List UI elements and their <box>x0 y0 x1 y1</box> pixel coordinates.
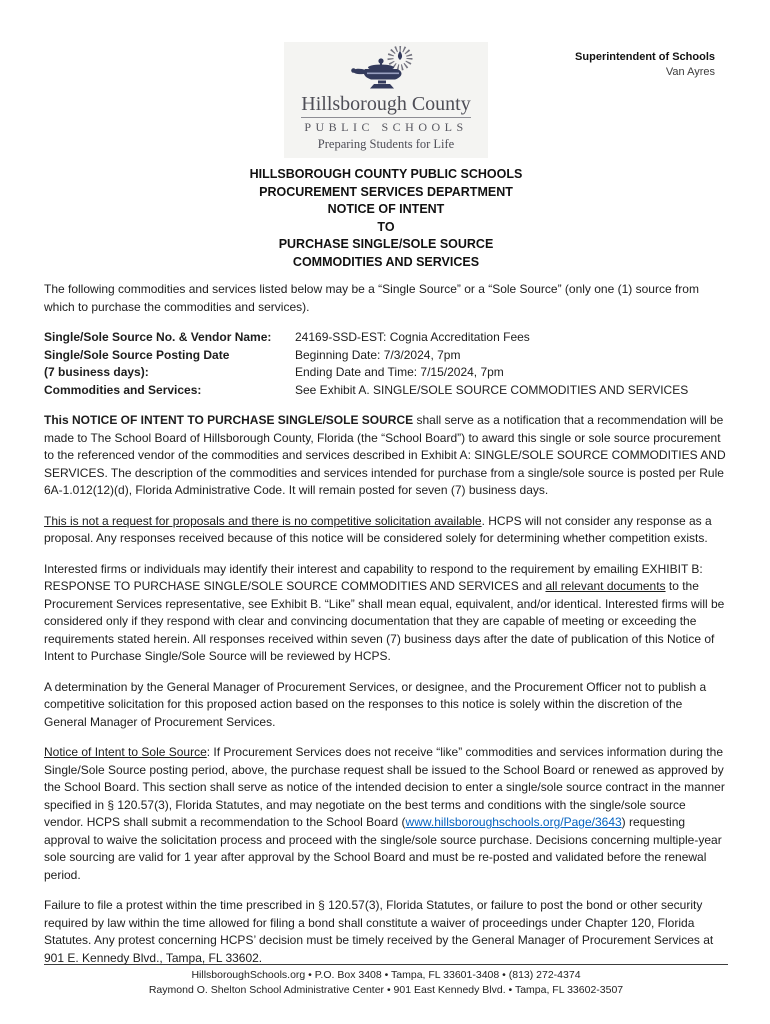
logo-public-schools: PUBLIC SCHOOLS <box>304 120 468 134</box>
intro-paragraph <box>44 281 728 316</box>
superintendent-block <box>575 50 715 80</box>
determination-text: A determination by the General Manager of Procurement Services, or designee, and the Procurement Officer not to publish a competitive solicitation for this proposed action based on the responses to this notice is solely within the discretion of the General Manager of Procurement Services. <box>44 679 707 729</box>
detail-label-commodities: Commodities and Services: <box>44 382 202 397</box>
intro-text: The following commodities and services listed below may be a “Single Source” or a “Sole Source” (only one (1) source from which to purchase the commodities and services). <box>44 282 699 314</box>
detail-value-beginning-date: Beginning Date: 7/3/2024, 7pm <box>295 347 461 362</box>
title-line-1: HILLSBOROUGH COUNTY PUBLIC SCHOOLS <box>249 167 523 181</box>
relevant-documents-underlined: all relevant documents <box>545 579 666 593</box>
protest-paragraph <box>44 897 728 967</box>
interested-firms-text-b: to the Procurement Services representative, see Exhibit B. “Like” shall mean equal, equivalent, and/or identical. Interested firms will be considered only if they respond with clear and convincing documentation that they are capable of meeting or exceeding the requirements stated herein. All responses received within seven (7) business days after the date of publication of this Notice of Intent to Purchase Single/Sole Source will be reviewed by HCPS. <box>44 579 725 663</box>
document-title <box>44 166 728 271</box>
footer-address-line-2: Raymond O. Shelton School Administrative Center • 901 East Kennedy Blvd. • Tampa, FL 33602-3507 <box>148 984 624 996</box>
notice-paragraph <box>44 412 728 500</box>
oil-lamp-icon <box>340 46 432 92</box>
page-footer <box>44 964 728 998</box>
protest-text: Failure to file a protest within the time prescribed in § 120.57(3), Florida Statutes, or failure to post the bond or other security required by law within the time allowed for filing a bond shall constitute a waiver of proceedings under Chapter 120, Florida Statutes. Any protest concerning HCPS’ decision must be timely received by the General Manager of Procurement Services at 901 E. Kennedy Blvd., Tampa, FL 33602. <box>44 898 714 965</box>
notice-bold-lead: This NOTICE OF INTENT TO PURCHASE SINGLE/SOLE SOURCE <box>44 413 414 427</box>
interested-firms-paragraph <box>44 561 728 666</box>
title-line-5: PURCHASE SINGLE/SOLE SOURCE <box>278 237 494 251</box>
superintendent-title: Superintendent of Schools <box>575 51 715 63</box>
not-a-request-paragraph <box>44 513 728 548</box>
title-line-2: PROCUREMENT SERVICES DEPARTMENT <box>259 184 513 199</box>
detail-label-business-days: (7 business days): <box>44 365 149 379</box>
footer-address-line-1: HillsboroughSchools.org • P.O. Box 3408 • Tampa, FL 33601-3408 • (813) 272-4374 <box>191 969 581 981</box>
sole-source-text-b: ) requesting approval to waive the solicitation process and proceed with the single/sole source purchase. Decisions concerning multiple-year sole sourcing are valid for 1 year after approval by the School Board and must be re-posted and validated before the renewal period. <box>44 815 722 882</box>
detail-value-commodities: See Exhibit A. SINGLE/SOLE SOURCE COMMODITIES AND SERVICES <box>295 382 689 397</box>
determination-paragraph <box>44 679 728 732</box>
detail-label-source-no: Single/Sole Source No. & Vendor Name: <box>44 330 272 344</box>
detail-label-posting-date: Single/Sole Source Posting Date <box>44 347 230 362</box>
sole-source-underlined: Notice of Intent to Sole Source <box>44 745 207 759</box>
school-board-page-link[interactable]: www.hillsboroughschools.org/Page/3643 <box>405 815 622 829</box>
title-line-4: TO <box>377 219 395 234</box>
notice-text: shall serve as a notification that a recommendation will be made to The School Board of Hillsborough County, Florida (the “School Board”) to award this single or sole source procurement to the referenced vendor of the commodities and services described in Exhibit A: SINGLE/SOLE SOURCE COMMODITIES AND SERVICES. The description of the commodities and services intended for purchase from a single/sole source is posted per Rule 6A-1.012(12)(d), Florida Administrative Code. It will remain posted for seven (7) business days. <box>44 413 726 497</box>
sole-source-text-a: : If Procurement Services does not receive “like” commodities and services information during the Single/Sole Source posting period, above, the purchase request shall be issued to the School Board or renewed as approved by the School Board. This section shall serve as notice of the intended decision to enter a single/sole source contract in the manner specified in § 120.57(3), Florida Statutes, and may negotiate on the best terms and conditions with the single/sole source vendor. HCPS shall submit a recommendation to the School Board ( <box>44 745 725 829</box>
not-a-request-text: . HCPS will not consider any response as a proposal. Any responses received because of this notice will be considered solely for determining whether competition exists. <box>44 513 712 545</box>
sole-source-paragraph <box>44 744 728 884</box>
title-line-6: COMMODITIES AND SERVICES <box>292 254 480 269</box>
logo-tagline: Preparing Students for Life <box>317 137 455 151</box>
source-details-table <box>44 329 728 399</box>
superintendent-name: Van Ayres <box>665 66 715 78</box>
detail-value-ending-date: Ending Date and Time: 7/15/2024, 7pm <box>295 365 504 379</box>
detail-value-source-no: 24169-SSD-EST: Cognia Accreditation Fees <box>295 330 530 344</box>
interested-firms-text-a: Interested firms or individuals may identify their interest and capability to respond to the requirement by emailing EXHIBIT B: RESPONSE TO PURCHASE SINGLE/SOLE SOURCE COMMODITIES AND SERVICES and <box>44 561 703 593</box>
title-line-3: NOTICE OF INTENT <box>327 202 445 216</box>
logo-district-name: Hillsborough County <box>301 92 470 118</box>
district-logo <box>284 42 488 158</box>
not-a-request-underlined: This is not a request for proposals and there is no competitive solicitation available <box>44 513 482 528</box>
